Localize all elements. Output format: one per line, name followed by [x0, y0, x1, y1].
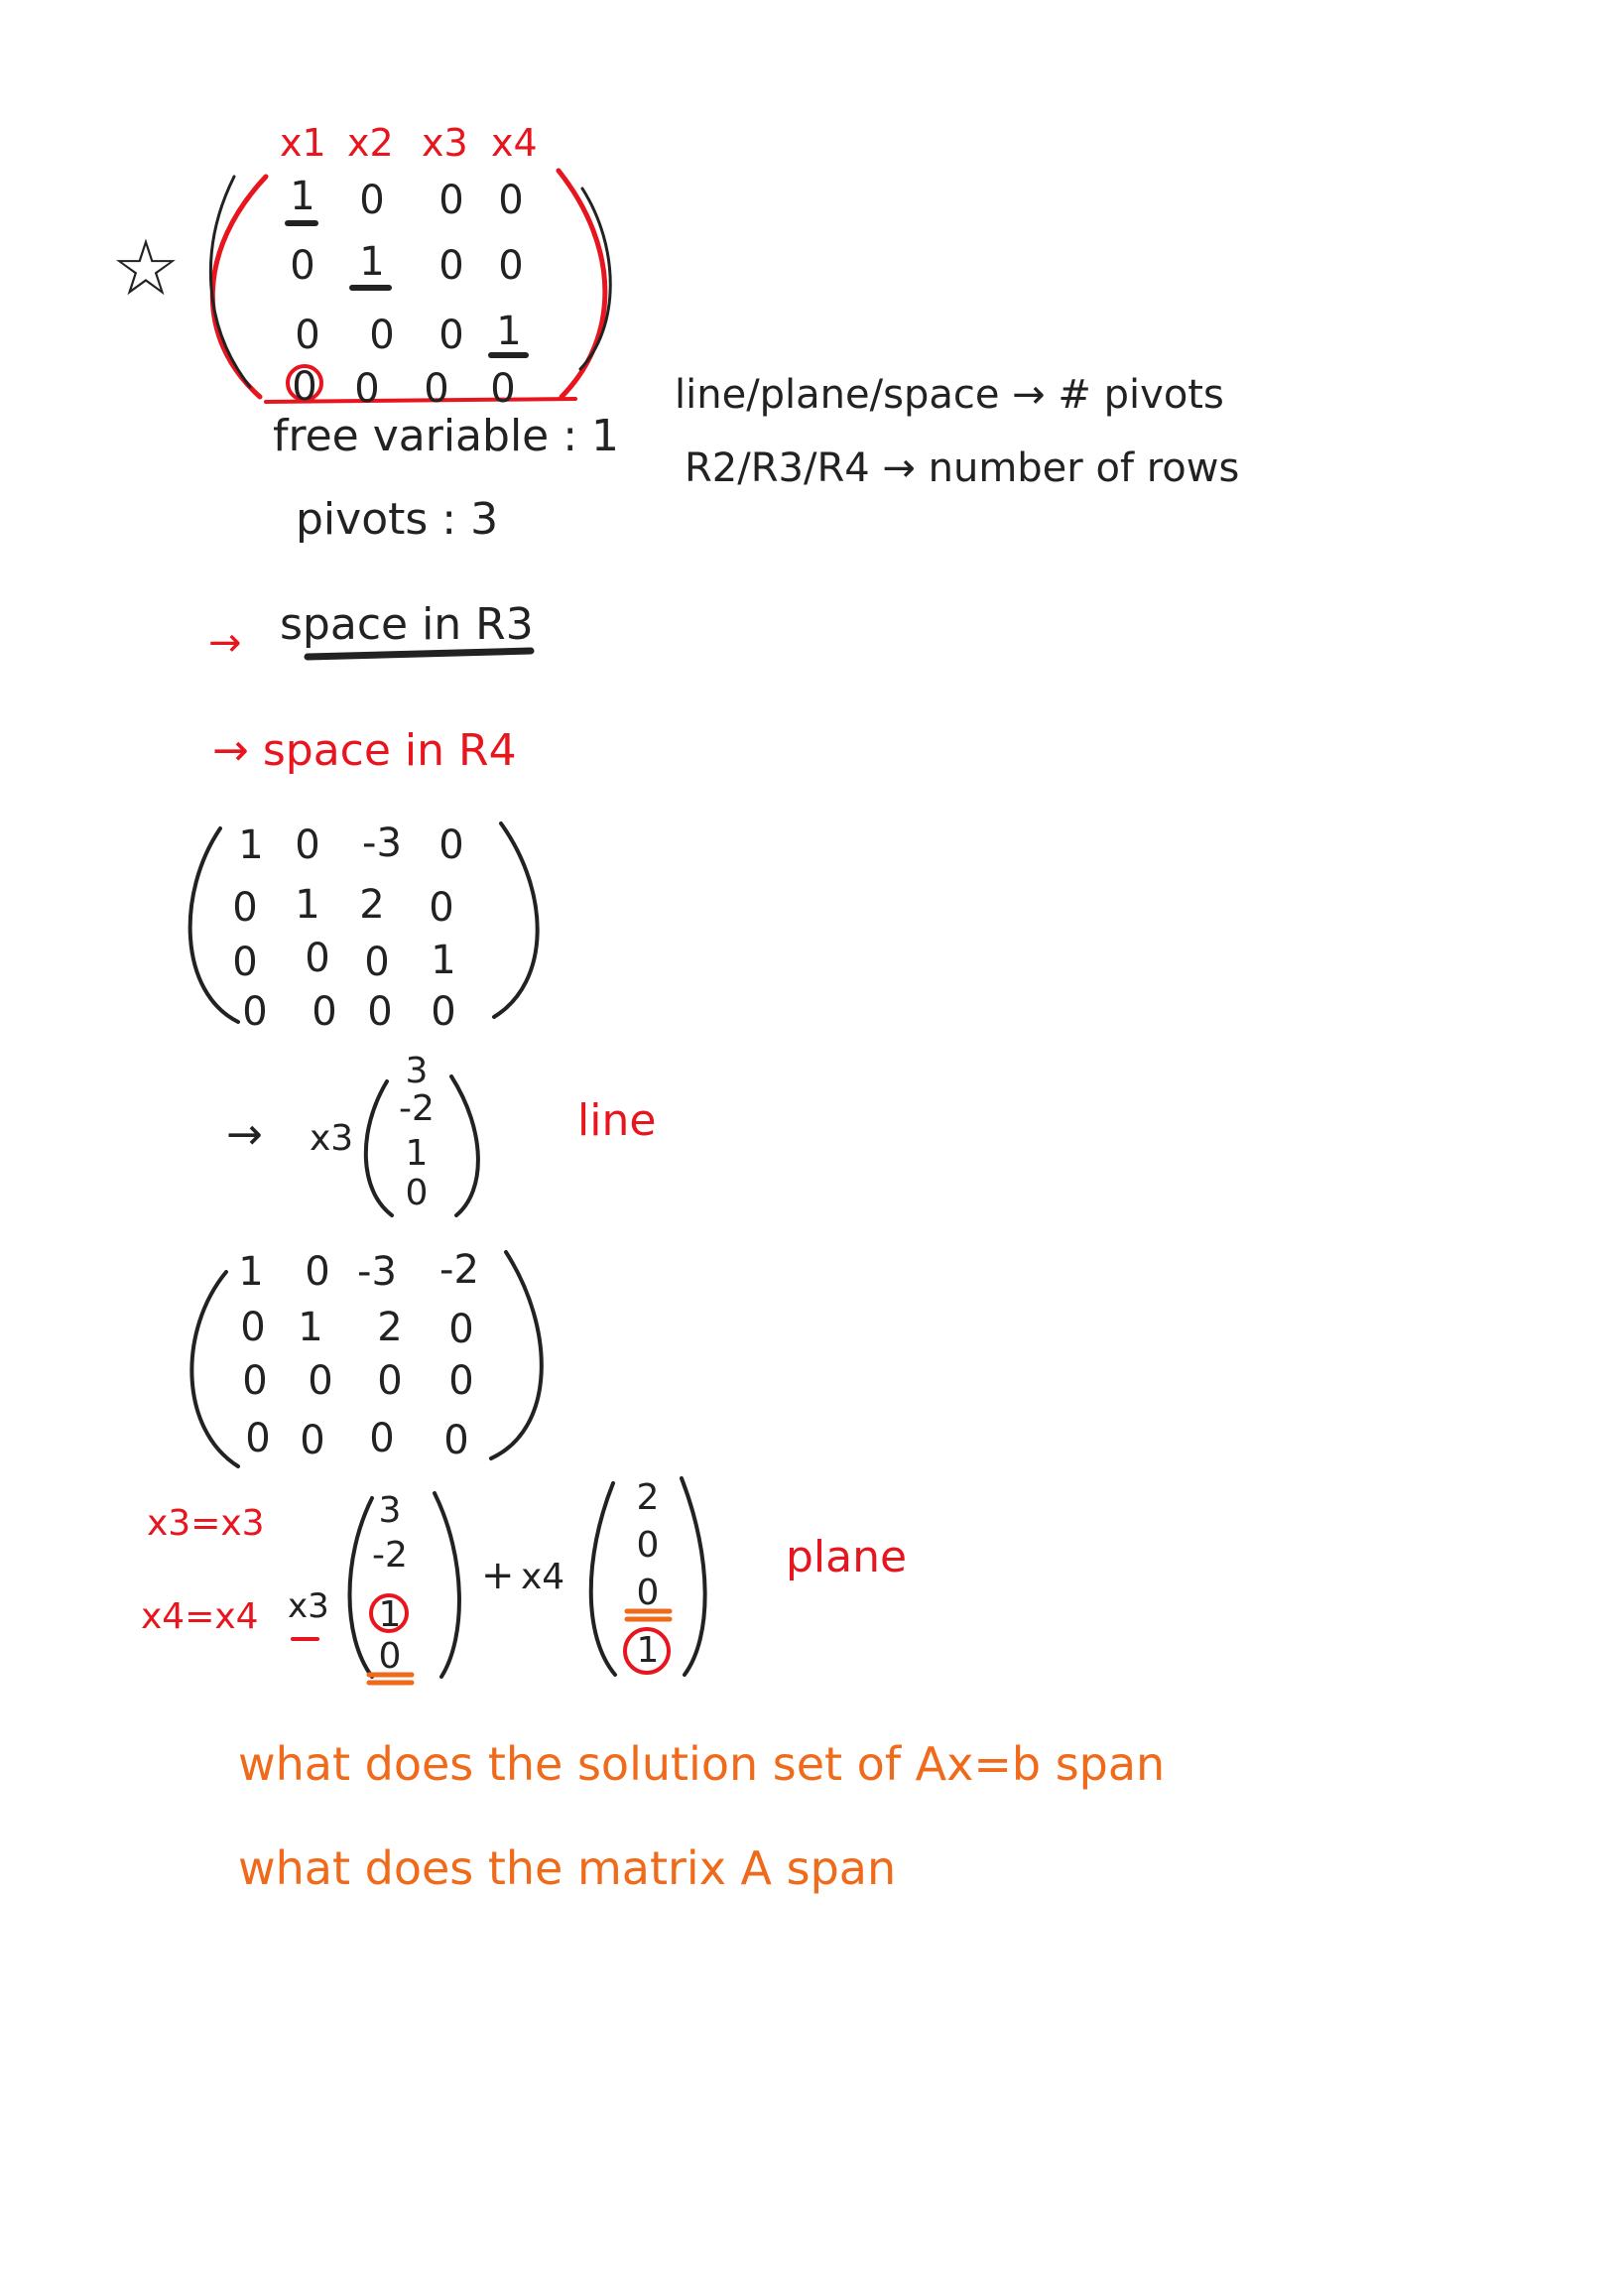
question-solution-set-span: what does the solution set of Ax=b span — [238, 1737, 1166, 1791]
plane-var-x4: x4 — [521, 1557, 565, 1597]
free-variable-note: free variable : 1 — [273, 411, 620, 461]
plane-vector1-entry: 1 — [378, 1594, 402, 1635]
matrix3-cell: 0 — [240, 1305, 266, 1350]
matrix1-cell: 0 — [354, 366, 380, 412]
matrix2-cell: 0 — [242, 989, 268, 1035]
matrix1-cell: 0 — [490, 366, 516, 412]
col-header-x4: x4 — [491, 121, 538, 165]
matrix2-cell: 0 — [367, 989, 393, 1035]
plane-var-x3: x3 — [288, 1586, 329, 1626]
space-in-r4-note: → space in R4 — [212, 725, 517, 776]
matrix2-cell: 0 — [305, 936, 330, 981]
star-icon: ☆ — [111, 224, 181, 314]
eq-x4: x4=x4 — [141, 1596, 259, 1637]
matrix3-cell: 0 — [377, 1358, 403, 1404]
matrix1-cell: 0 — [295, 313, 320, 358]
line-var-x3: x3 — [310, 1118, 354, 1159]
matrix1-cell: 1 — [496, 309, 522, 354]
plane-vector2-entry: 0 — [636, 1573, 660, 1613]
matrix2-cell: 0 — [431, 989, 456, 1035]
line-vector-entry: 3 — [405, 1051, 429, 1091]
matrix3-cell: -3 — [357, 1249, 397, 1295]
matrix3-cell: 0 — [448, 1358, 474, 1404]
plane-vector1-entry: -2 — [372, 1535, 408, 1576]
arrow-icon: → — [208, 620, 242, 666]
matrix1-cell: 0 — [438, 178, 464, 223]
matrix1-cell: 0 — [369, 313, 395, 358]
line-vector-entry: 0 — [405, 1173, 429, 1213]
plane-label: plane — [786, 1532, 908, 1582]
matrix2-cell: 0 — [438, 822, 464, 868]
matrix2-cell: 0 — [232, 885, 258, 931]
arrow-icon: → — [226, 1109, 263, 1160]
matrix3-cell: 0 — [300, 1418, 325, 1463]
matrix2-cell: 1 — [238, 822, 264, 868]
matrix2-cell: 0 — [232, 940, 258, 985]
line-vector-entry: -2 — [399, 1088, 435, 1129]
col-header-x1: x1 — [280, 121, 326, 165]
matrix2-cell: 0 — [312, 989, 337, 1035]
matrix1-cell: 1 — [359, 239, 385, 285]
matrix3-cell: -2 — [439, 1247, 479, 1293]
matrix1-cell: 0 — [438, 313, 464, 358]
matrix3-cell: 0 — [245, 1416, 271, 1461]
line-vector-entry: 1 — [405, 1133, 429, 1174]
matrix1-cell: 0 — [498, 243, 524, 289]
matrix2-cell: 1 — [431, 938, 456, 983]
side-note-line2: R2/R3/R4 → number of rows — [685, 445, 1240, 491]
plane-vector2-entry: 1 — [636, 1630, 660, 1671]
matrix1-cell: 0 — [498, 178, 524, 223]
side-note-line1: line/plane/space → # pivots — [675, 372, 1224, 418]
plane-vector2-entry: 2 — [636, 1477, 660, 1518]
matrix2-cell: 2 — [359, 882, 385, 928]
matrix3-cell: 0 — [308, 1358, 333, 1404]
line-label: line — [577, 1095, 657, 1146]
question-matrix-a-span: what does the matrix A span — [238, 1841, 897, 1895]
matrix1-cell: 0 — [290, 243, 315, 289]
matrix1-cell: 0 — [292, 364, 317, 410]
matrix2-cell: -3 — [362, 820, 402, 866]
matrix3-cell: 0 — [369, 1416, 395, 1461]
matrix1-cell: 0 — [438, 243, 464, 289]
matrix2-cell: 1 — [295, 882, 320, 928]
matrix3-cell: 0 — [448, 1307, 474, 1352]
matrix3-cell: 1 — [238, 1249, 264, 1295]
plane-vector1-entry: 0 — [378, 1636, 402, 1677]
matrix1-cell: 0 — [424, 366, 449, 412]
plane-vector1-entry: 3 — [378, 1490, 402, 1531]
matrix2-cell: 0 — [429, 885, 454, 931]
plane-vector2-entry: 0 — [636, 1525, 660, 1566]
matrix2-cell: 0 — [295, 822, 320, 868]
matrix1-cell: 1 — [290, 174, 315, 219]
matrix3-cell: 1 — [298, 1305, 323, 1350]
matrix1-cell: 0 — [359, 178, 385, 223]
eq-x3: x3=x3 — [147, 1503, 265, 1544]
matrix2-cell: 0 — [364, 940, 390, 985]
matrix3-cell: 2 — [377, 1305, 403, 1350]
matrix3-cell: 0 — [305, 1249, 330, 1295]
matrix3-cell: 0 — [242, 1358, 268, 1404]
col-header-x2: x2 — [347, 121, 394, 165]
plus-sign: + — [481, 1553, 515, 1598]
col-header-x3: x3 — [422, 121, 468, 165]
space-in-r3-note: space in R3 — [280, 599, 534, 650]
matrix3-cell: 0 — [443, 1418, 469, 1463]
pivots-note: pivots : 3 — [296, 494, 499, 545]
